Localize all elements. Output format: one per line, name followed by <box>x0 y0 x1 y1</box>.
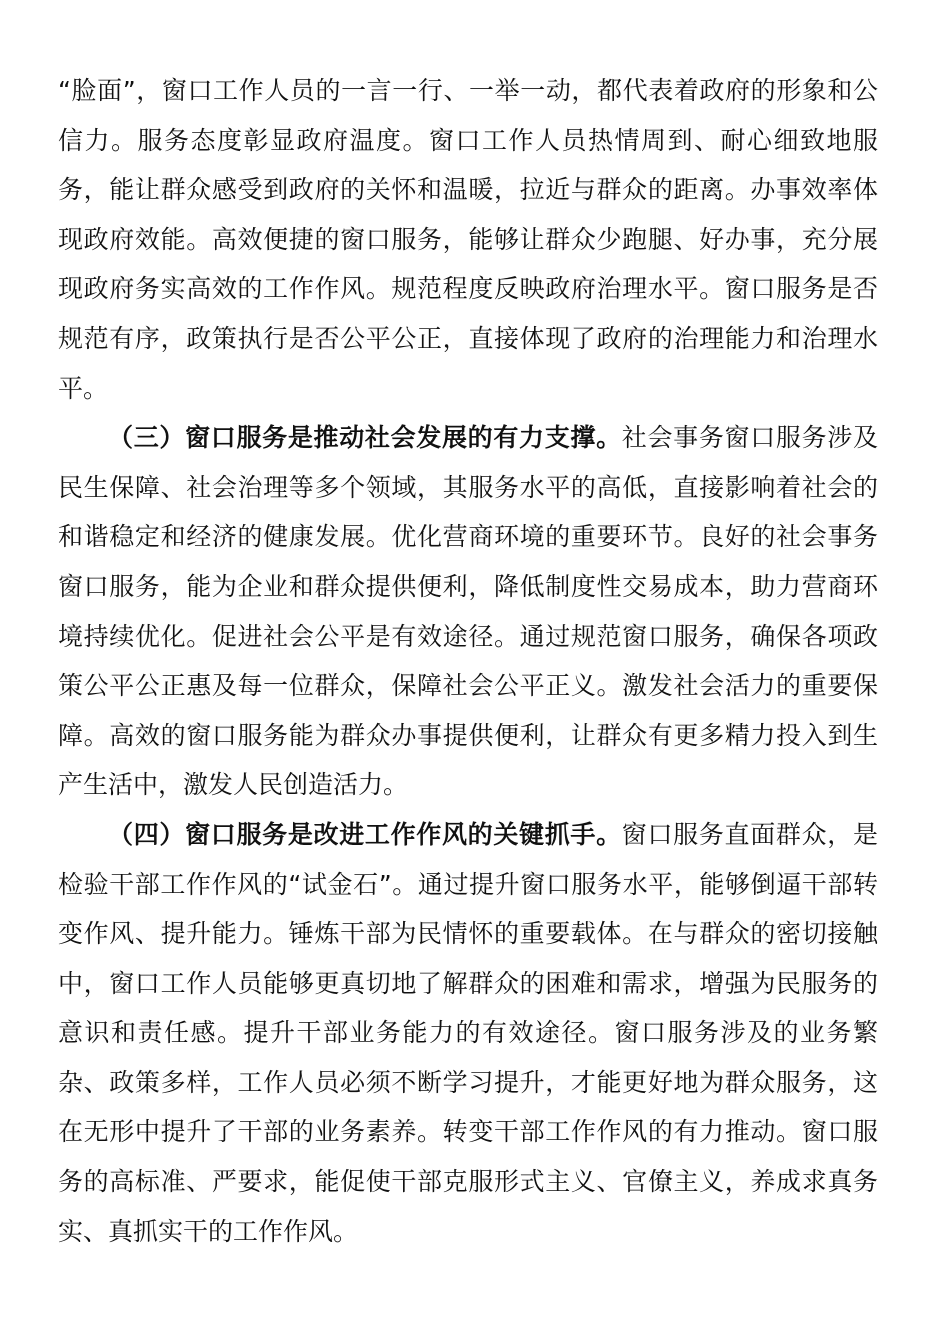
document-body <box>58 66 878 1256</box>
section-heading-4: （四）窗口服务是改进工作作风的关键抓手。 <box>108 819 622 849</box>
paragraph-text: 社会事务窗口服务涉及民生保障、社会治理等多个领域，其服务水平的高低，直接影响着社会的和谐稳定和经济的健康发展。优化营商环境的重要环节。良好的社会事务窗口服务，能为企业和群众提供便利，降低制度性交易成本，助力营商环境持续优化。促进社会公平是有效途径。通过规范窗口服务，确保各项政策公平公正惠及每一位群众，保障社会公平正义。激发社会活力的重要保障。高效的窗口服务能为群众办事提供便利，让群众有更多精力投入到生产生活中，激发人民创造活力。 <box>58 423 878 800</box>
paragraph-continuation <box>58 66 878 413</box>
paragraph-text: “脸面”，窗口工作人员的一言一行、一举一动，都代表着政府的形象和公信力。服务态度彰显政府温度。窗口工作人员热情周到、耐心细致地服务，能让群众感受到政府的关怀和温暖，拉近与群众的距离。办事效率体现政府效能。高效便捷的窗口服务，能够让群众少跑腿、好办事，充分展现政府务实高效的工作作风。规范程度反映政府治理水平。窗口服务是否规范有序，政策执行是否公平公正，直接体现了政府的治理能力和治理水平。 <box>58 76 878 403</box>
paragraph-section-4 <box>58 810 878 1256</box>
section-heading-3: （三）窗口服务是推动社会发展的有力支撑。 <box>108 423 622 453</box>
paragraph-text: 窗口服务直面群众，是检验干部工作作风的“试金石”。通过提升窗口服务水平，能够倒逼干部转变作风、提升能力。锤炼干部为民情怀的重要载体。在与群众的密切接触中，窗口工作人员能够更真切地了解群众的困难和需求，增强为民服务的意识和责任感。提升干部业务能力的有效途径。窗口服务涉及的业务繁杂、政策多样，工作人员必须不断学习提升，才能更好地为群众服务，这在无形中提升了干部的业务素养。转变干部工作作风的有力推动。窗口服务的高标准、严要求，能促使干部克服形式主义、官僚主义，养成求真务实、真抓实干的工作作风。 <box>58 819 878 1246</box>
paragraph-section-3 <box>58 413 878 810</box>
